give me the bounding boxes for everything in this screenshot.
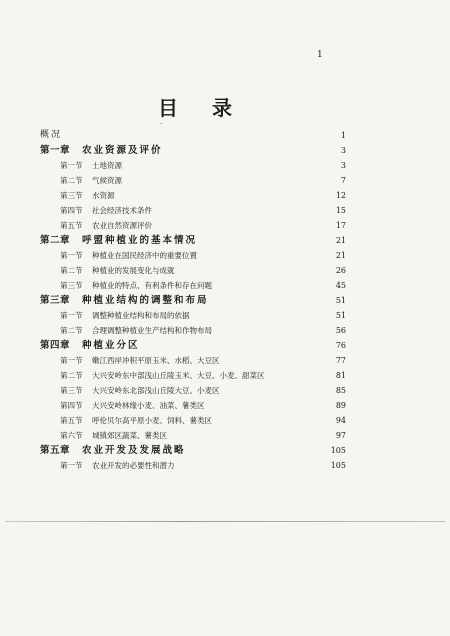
toc-entry-section: [40, 263, 346, 278]
toc-entry-label: 第二章: [40, 235, 71, 246]
toc-entry-page: 21: [335, 236, 346, 245]
toc-entry-text: [60, 263, 175, 278]
toc-entry-label: 第二节: [60, 326, 83, 335]
toc-entry-title: 大兴安岭林缘小麦、油菜、薯类区: [92, 401, 205, 410]
toc-entry-page: 3: [340, 146, 346, 155]
toc-entry-text: [60, 368, 265, 383]
toc-entry-title: 城镇郊区蔬菜、薯类区: [92, 431, 167, 440]
toc-entry-section: [40, 458, 346, 473]
toc-entry-text: [60, 188, 115, 203]
toc-entry-title: 农业开发及发展战略: [82, 445, 186, 456]
toc-entry-title: 气候资源: [92, 176, 122, 185]
toc-entry-label: 第四节: [60, 206, 83, 215]
toc-entry-text: [40, 293, 209, 308]
toc-entry-title: 农业自然资源评价: [92, 221, 152, 230]
toc-entry-label: 第五节: [60, 221, 83, 230]
toc-entry-section: [40, 368, 346, 383]
toc-entry-page: 105: [330, 446, 346, 455]
toc-entry-text: [60, 173, 122, 188]
toc-entry-text: [40, 338, 140, 353]
toc-entry-label: 第二节: [60, 266, 83, 275]
toc-entry-label: 第三节: [60, 191, 83, 200]
toc-entry-page: 94: [335, 416, 346, 425]
toc-entry-chapter: [40, 338, 346, 353]
toc-entry-page: 76: [335, 341, 346, 350]
toc-entry-label: 第三章: [40, 295, 71, 306]
toc-entry-text: [60, 278, 212, 293]
toc-entry-title: 呼伦贝尔高平原小麦、饲料、薯类区: [92, 416, 212, 425]
toc-entry-page: 105: [330, 461, 346, 470]
toc-entry-section: [40, 218, 346, 233]
toc-entry-page: 1: [340, 131, 346, 140]
toc-entry-text: [60, 428, 167, 443]
toc-entry-section: [40, 158, 346, 173]
toc-entry-chapter: [40, 143, 346, 158]
toc-entry-text: [60, 413, 212, 428]
toc-entry-title: 嫩江西岸冲积平原玉米、水稻、大豆区: [92, 356, 220, 365]
toc-entry-text: [40, 128, 62, 143]
toc-entry-section: [40, 278, 346, 293]
toc-entry-section: [40, 173, 346, 188]
toc-entry-label: 第三节: [60, 386, 83, 395]
toc-entry-section: [40, 323, 346, 338]
toc-entry-title: 农业资源及评价: [82, 145, 163, 156]
toc-entry-section: [40, 413, 346, 428]
toc-entry-page: 17: [335, 221, 346, 230]
toc-entry-page: 7: [340, 176, 346, 185]
toc-entry-page: 77: [335, 356, 346, 365]
toc-entry-label: 第六节: [60, 431, 83, 440]
toc-entry-title: 社会经济技术条件: [92, 206, 152, 215]
toc-entry-text: [60, 323, 212, 338]
toc-entry-page: 85: [335, 386, 346, 395]
toc-entry-title: 土地资源: [92, 161, 122, 170]
toc-entry-text: [60, 203, 152, 218]
toc-entry-page: 3: [340, 161, 346, 170]
toc-entry-section: [40, 428, 346, 443]
toc-entry-label: 第五章: [40, 445, 71, 456]
toc-entry-text: [40, 143, 163, 158]
toc-entry-title: 农业开发的必要性和潜力: [92, 461, 175, 470]
toc-entry-title: 种植业的特点、有利条件和存在问题: [92, 281, 212, 290]
toc-entry-title: 大兴安岭东中部浅山丘陵玉米、大豆、小麦、甜菜区: [92, 371, 265, 380]
toc-entry-page: 89: [335, 401, 346, 410]
toc-entry-page: 81: [335, 371, 346, 380]
toc-entry-section: [40, 353, 346, 368]
toc-entry-text: [60, 398, 205, 413]
toc-entry-label: 第二节: [60, 176, 83, 185]
toc-entry-page: 97: [335, 431, 346, 440]
toc-entry-label: 第四节: [60, 401, 83, 410]
toc-entry-text: [60, 248, 197, 263]
toc-entry-label: 第三节: [60, 281, 83, 290]
toc-entry-label: 第四章: [40, 340, 71, 351]
toc-entry-title: 概况: [40, 130, 63, 140]
toc-entry-title: 合理调整种植业生产结构和作物布局: [92, 326, 212, 335]
toc-entry-chapter: [40, 233, 346, 248]
toc-entry-title: 大兴安岭东北部浅山丘陵大豆、小麦区: [92, 386, 220, 395]
toc-entry-page: 56: [335, 326, 346, 335]
toc-entry-page: 15: [335, 206, 346, 215]
toc-entry-title: 种植业分区: [82, 340, 140, 351]
toc-entry-overview: [40, 128, 346, 143]
heading-char-1: 目: [158, 96, 180, 120]
dot-mark: ·: [160, 121, 162, 128]
toc-entry-page: 51: [335, 296, 346, 305]
toc-entry-title: 种植业结构的调整和布局: [82, 295, 209, 306]
toc-entry-title: 种植业在国民经济中的重要位置: [92, 251, 197, 260]
toc-entry-label: 第五节: [60, 416, 83, 425]
toc-entry-label: 第一节: [60, 356, 83, 365]
toc-entry-page: 12: [335, 191, 346, 200]
toc-entry-text: [60, 308, 190, 323]
toc-entry-text: [40, 233, 197, 248]
toc-entry-page: 26: [335, 266, 346, 275]
toc-entry-section: [40, 188, 346, 203]
toc-entry-label: 第一节: [60, 251, 83, 260]
toc-entry-title: 调整种植业结构和布局的依据: [92, 311, 190, 320]
table-of-contents: [40, 128, 346, 473]
toc-entry-label: 第一节: [60, 161, 83, 170]
toc-entry-label: 第一节: [60, 461, 83, 470]
toc-entry-section: [40, 203, 346, 218]
toc-entry-section: [40, 398, 346, 413]
toc-entry-page: 45: [335, 281, 346, 290]
toc-entry-text: [60, 218, 152, 233]
toc-entry-section: [40, 308, 346, 323]
bottom-rule: [5, 521, 445, 522]
toc-entry-section: [40, 383, 346, 398]
page-number: 1: [317, 50, 323, 60]
toc-entry-chapter: [40, 443, 346, 458]
toc-entry-label: 第一节: [60, 311, 83, 320]
toc-entry-chapter: [40, 293, 346, 308]
toc-entry-title: 水资源: [92, 191, 115, 200]
toc-entry-text: [60, 383, 220, 398]
toc-entry-title: 种植业的发展变化与成就: [92, 266, 175, 275]
toc-entry-section: [40, 248, 346, 263]
toc-entry-text: [40, 443, 186, 458]
toc-entry-page: 21: [335, 251, 346, 260]
toc-entry-title: 呼盟种植业的基本情况: [82, 235, 198, 246]
toc-entry-label: 第一章: [40, 145, 71, 156]
toc-entry-text: [60, 458, 175, 473]
toc-entry-label: 第二节: [60, 371, 83, 380]
toc-entry-text: [60, 158, 122, 173]
heading-char-2: 录: [212, 96, 234, 120]
toc-entry-text: [60, 353, 220, 368]
toc-entry-page: 51: [335, 311, 346, 320]
